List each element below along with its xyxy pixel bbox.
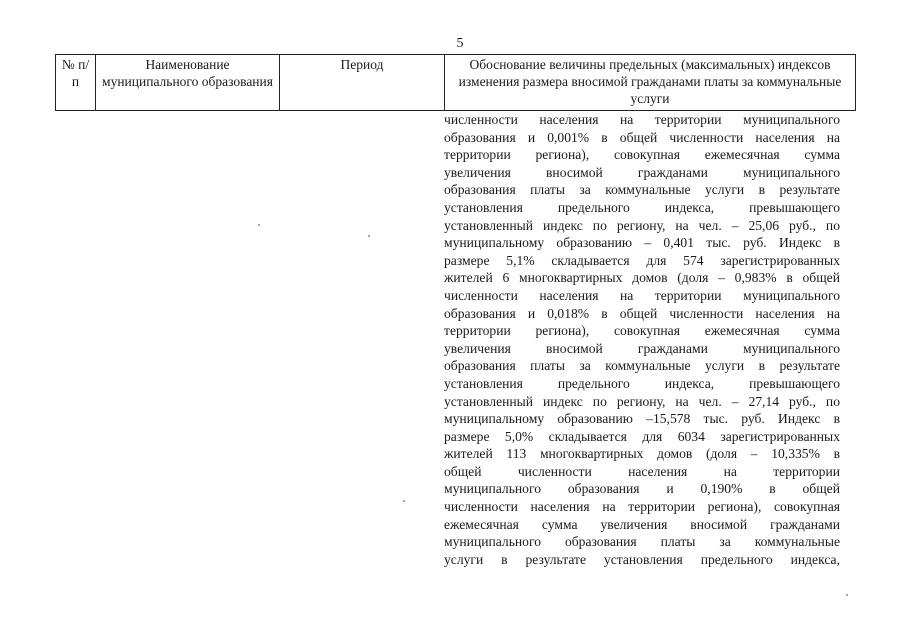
body-text-line: увеличения вносимой гражданами муниципального xyxy=(444,164,840,180)
body-text-line: образования и 0,018% в общей численности населения на xyxy=(444,305,840,321)
body-text-line: территории региона), совокупная ежемесячная сумма xyxy=(444,147,840,163)
body-text-line: образования и 0,001% в общей численности населения на xyxy=(444,129,840,145)
body-text-line: установления предельного индекса, превышающего xyxy=(444,199,840,215)
body-text-line: образования платы за коммунальные услуги в результате xyxy=(444,182,840,198)
body-text-line: ежемесячная сумма увеличения вносимой гражданами xyxy=(444,516,840,532)
header-col-municipality: Наименование муниципального образования xyxy=(96,55,280,111)
body-text-line: общей численности населения на территории xyxy=(444,463,840,479)
body-text-line: образования платы за коммунальные услуги в результате xyxy=(444,358,840,374)
body-text-line: численности населения на территории муниципального xyxy=(444,287,840,303)
body-text-line: увеличения вносимой гражданами муниципального xyxy=(444,340,840,356)
scan-speck xyxy=(846,594,848,596)
body-text-line: установленный индекс по региону, на чел. – 27,14 руб., по xyxy=(444,393,840,409)
basis-text-column xyxy=(444,111,840,568)
scan-speck xyxy=(258,224,260,226)
body-text-line: жителей 113 многоквартирных домов (доля – 10,335% в xyxy=(444,446,840,462)
body-text-line: муниципальному образованию –15,578 тыс. руб. Индекс в xyxy=(444,411,840,427)
body-text-line: услуги в результате установления предельного индекса, xyxy=(444,551,840,567)
scan-speck xyxy=(368,235,370,237)
body-text-line: установления предельного индекса, превышающего xyxy=(444,375,840,391)
body-text-line: численности населения на территории муниципального xyxy=(444,112,840,127)
body-text-line: муниципальному образованию – 0,401 тыс. руб. Индекс в xyxy=(444,235,840,251)
body-text-line: численности населения на территории региона), совокупная xyxy=(444,499,840,515)
body-text-line: муниципального образования платы за коммунальные xyxy=(444,534,840,550)
body-text-line: муниципального образования и 0,190% в общей xyxy=(444,481,840,497)
body-text-line: жителей 6 многоквартирных домов (доля – 0,983% в общей xyxy=(444,270,840,286)
body-text-line: размере 5,0% складывается для 6034 зарегистрированных xyxy=(444,428,840,444)
header-col-period: Период xyxy=(280,55,445,111)
scan-speck xyxy=(403,500,405,502)
header-col-number: № п/п xyxy=(56,55,96,111)
header-col-basis: Обоснование величины предельных (максимальных) индексов изменения размера вносимой гражданами платы за коммунальные услуги xyxy=(445,55,856,111)
body-text-line: размере 5,1% складывается для 574 зарегистрированных xyxy=(444,252,840,268)
body-text-line: установленный индекс по региону, на чел. – 25,06 руб., по xyxy=(444,217,840,233)
table-header xyxy=(55,54,856,111)
page-number: 5 xyxy=(456,36,464,51)
body-text-line: территории региона), совокупная ежемесячная сумма xyxy=(444,323,840,339)
